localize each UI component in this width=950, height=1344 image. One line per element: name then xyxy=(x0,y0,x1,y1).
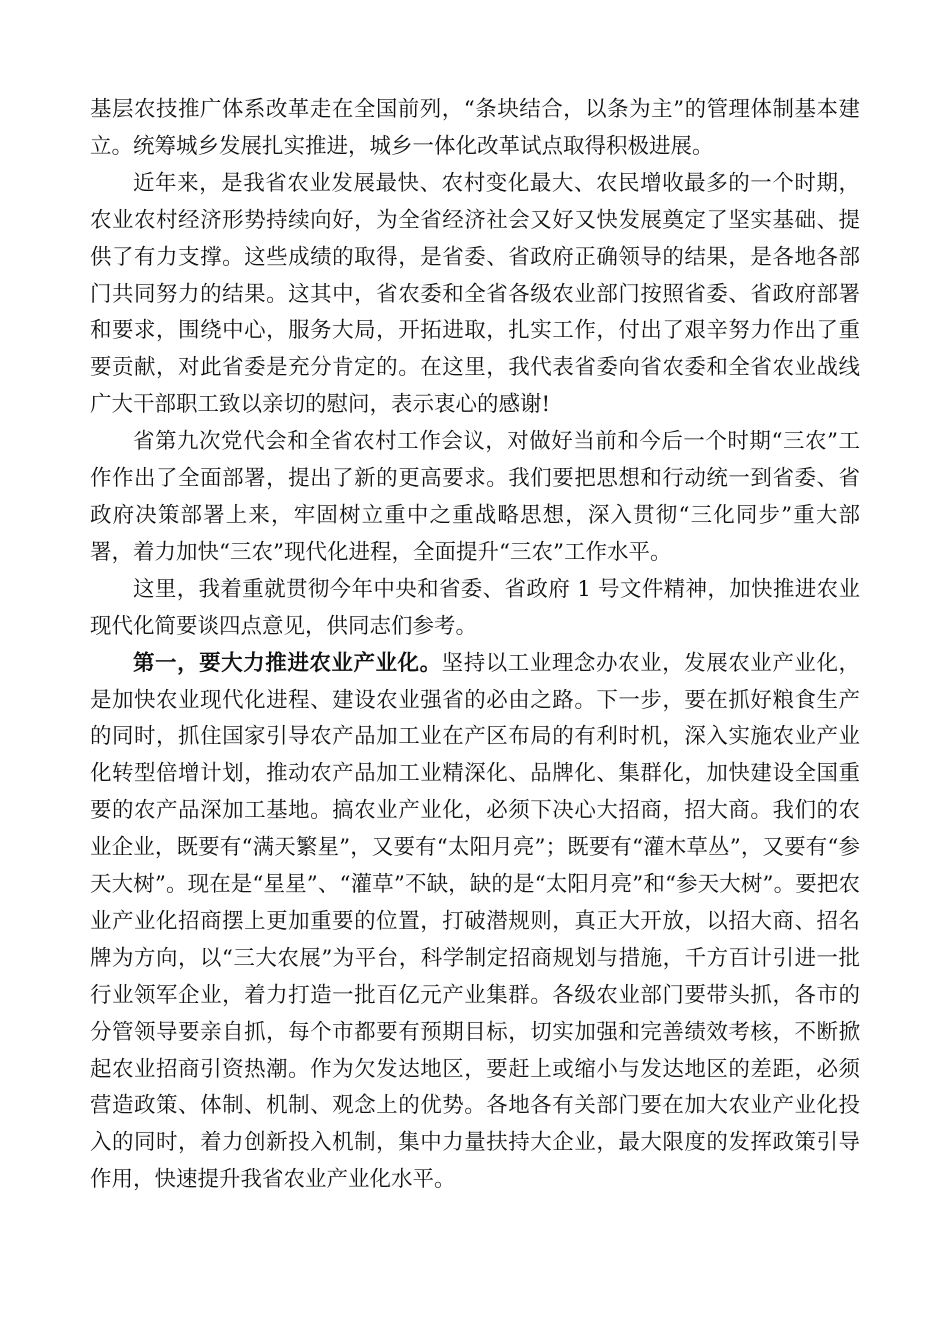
paragraph-lead-heading: 第一，要大力推进农业产业化。 xyxy=(133,650,442,676)
paragraph-intro-continuation xyxy=(90,92,860,166)
paragraph-four-opinions xyxy=(90,572,860,646)
paragraph-party-congress xyxy=(90,424,860,572)
paragraph-recent-years xyxy=(90,166,860,424)
paragraph-text: 省第九次党代会和全省农村工作会议，对做好当前和今后一个时期“三农”工作作出了全面部署，提出了新的更高要求。我们要把思想和行动统一到省委、省政府决策部署上来，牢固树立重中之重战略思想，深入贯彻“三化同步”重大部署，着力加快“三农”现代化进程，全面提升“三农”工作水平。 xyxy=(90,429,860,565)
paragraph-text: 基层农技推广体系改革走在全国前列，“条块结合，以条为主”的管理体制基本建立。统筹城乡发展扎实推进，城乡一体化改革试点取得积极进展。 xyxy=(90,97,860,159)
paragraph-text: 这里，我着重就贯彻今年中央和省委、省政府 1 号文件精神，加快推进农业现代化简要谈四点意见，供同志们参考。 xyxy=(90,576,860,639)
paragraph-text: 近年来，是我省农业发展最快、农村变化最大、农民增收最多的一个时期，农业农村经济形势持续向好，为全省经济社会又好又快发展奠定了坚实基础、提供了有力支撑。这些成绩的取得，是省委、省政府正确领导的结果，是各地各部门共同努力的结果。这其中，省农委和全省各级农业部门按照省委、省政府部署和要求，围绕中心，服务大局，开拓进取，扎实工作，付出了艰辛努力作出了重要贡献，对此省委是充分肯定的。在这里，我代表省委向省农委和全省农业战线广大干部职工致以亲切的慰问，表示衷心的感谢! xyxy=(90,170,860,418)
paragraph-text: 坚持以工业理念办农业，发展农业产业化，是加快农业现代化进程、建设农业强省的必由之路。下一步，要在抓好粮食生产的同时，抓住国家引导农产品加工业在产区布局的有利时机，深入实施农业产业化转型倍增计划，推动农产品加工业精深化、品牌化、集群化，加快建设全国重要的农产品深加工基地。搞农业产业化，必须下决心大招商，招大商。我们的农业企业，既要有“满天繁星”，又要有“太阳月亮”；既要有“灌木草丛”，又要有“参天大树”。现在是“星星”、“灌草”不缺，缺的是“太阳月亮”和“参天大树”。要把农业产业化招商摆上更加重要的位置，打破潜规则，真正大开放，以招大商、招名牌为方向，以“三大农展”为平台，科学制定招商规划与措施，千方百计引进一批行业领军企业，着力打造一批百亿元产业集群。各级农业部门要带头抓，各市的分管领导要亲自抓，每个市都要有预期目标，切实加强和完善绩效考核，不断掀起农业招商引资热潮。作为欠发达地区，要赶上或缩小与发达地区的差距，必须营造政策、体制、机制、观念上的优势。各地各有关部门要在加大农业产业化投入的同时，着力创新投入机制，集中力量扶持大企业，最大限度的发挥政策引导作用，快速提升我省农业产业化水平。 xyxy=(90,650,860,1193)
paragraph-first-point xyxy=(90,646,860,1200)
document-page xyxy=(90,92,860,1199)
